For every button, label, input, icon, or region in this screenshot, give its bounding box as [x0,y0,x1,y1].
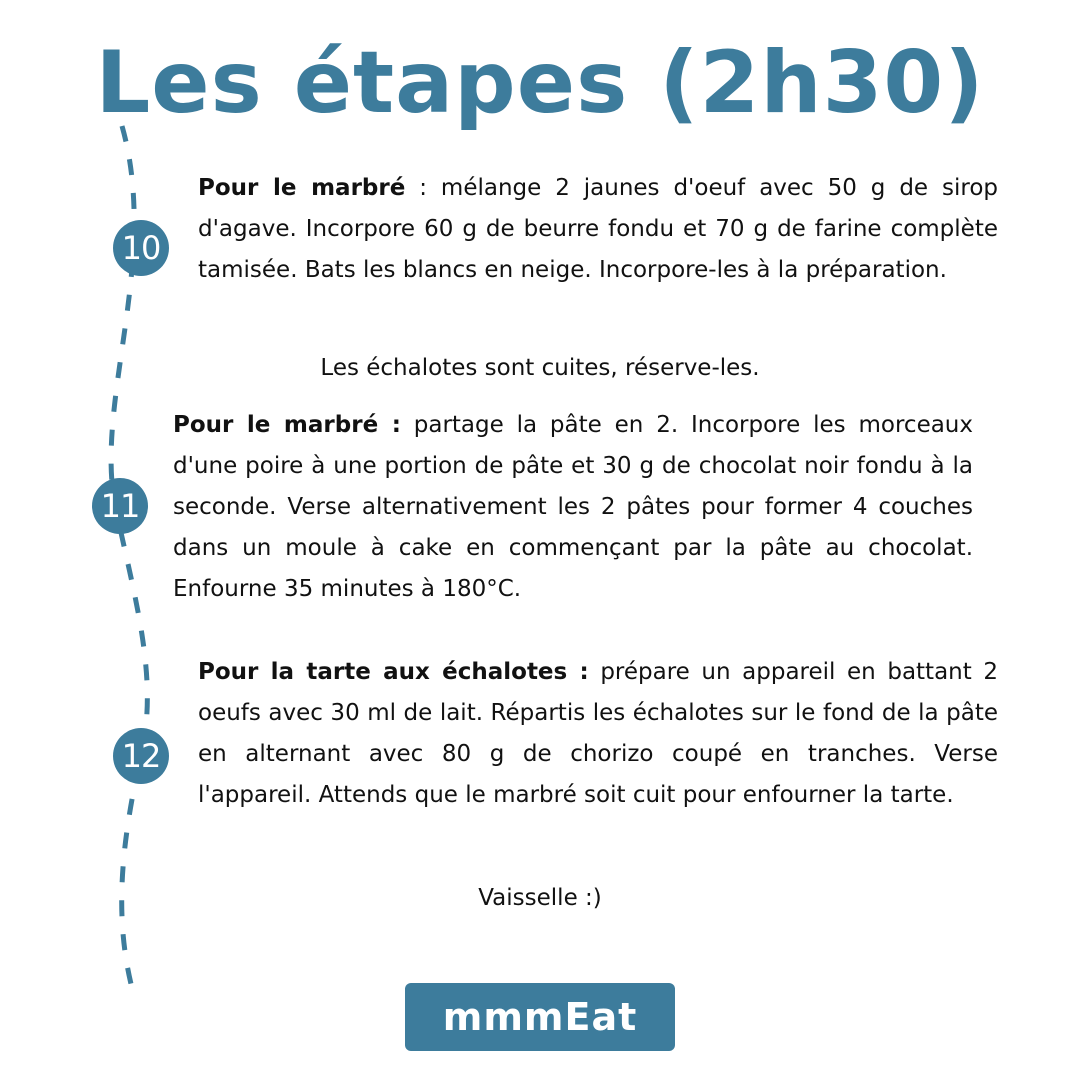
step-heading: Pour le marbré [198,175,406,201]
step-instruction [198,652,998,816]
intermediate-note: Les échalotes sont cuites, réserve-les. [320,355,760,381]
final-note: Vaisselle :) [478,885,602,911]
step-text: prépare un appareil en battant 2 oeufs avec 30 ml de lait. Répartis les échalotes sur le fond de la pâte en alternant avec 80 g de chorizo coupé en tranches. Verse l'appareil. Attends que le marbré soit cuit pour enfourner la tarte. [198,659,998,808]
step-instruction [198,168,998,291]
step-text: partage la pâte en 2. Incorpore les morceaux d'une poire à une portion de pâte et 30 g de chocolat noir fondu à la seconde. Verse alternativement les 2 pâtes pour former 4 couches dans un moule à cake en commençant par la pâte au chocolat. Enfourne 35 minutes à 180°C. [173,412,973,602]
step-heading: Pour la tarte aux échalotes : [198,659,589,685]
step-number-badge: 12 [113,728,169,784]
step-number-badge: 10 [113,220,169,276]
step-heading: Pour le marbré : [173,412,401,438]
page-title: Les étapes (2h30) [95,33,985,133]
step-instruction [173,405,973,610]
brand-logo: mmmEat [405,983,675,1051]
step-text: : mélange 2 jaunes d'oeuf avec 50 g de sirop d'agave. Incorpore 60 g de beurre fondu et 70 g de farine complète tamisée. Bats les blancs en neige. Incorpore-les à la préparation. [198,175,998,283]
step-number-badge: 11 [92,478,148,534]
